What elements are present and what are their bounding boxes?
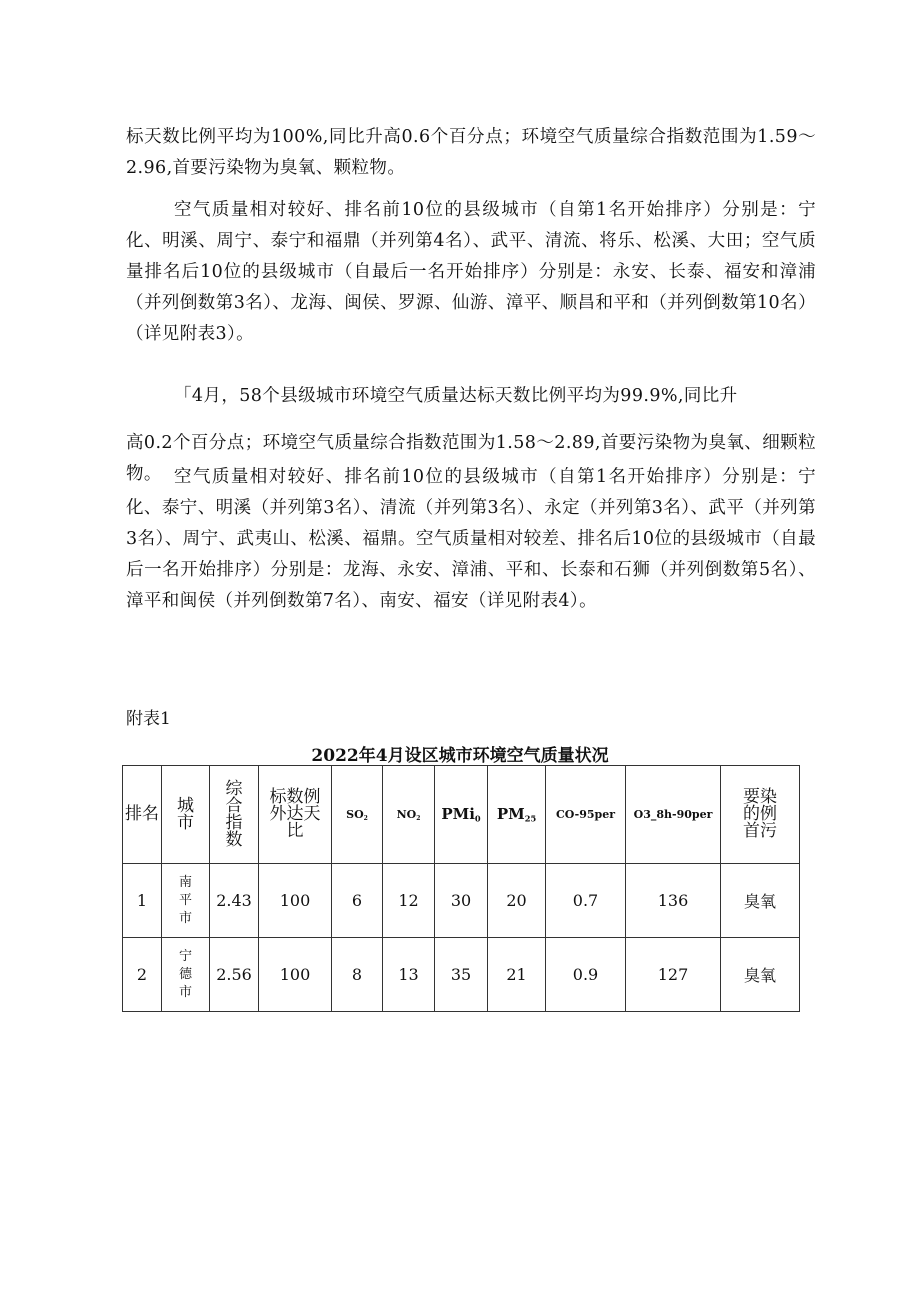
header-so2: $SO_2$ <box>332 766 383 864</box>
cell-pollutant: 臭氧 <box>721 938 800 1012</box>
cell-index: 2.43 <box>210 864 259 938</box>
header-o3: O3_8h-90per <box>626 766 721 864</box>
table-row <box>123 864 800 938</box>
cell-pollutant: 臭氧 <box>721 864 800 938</box>
cell-no2: 12 <box>383 864 435 938</box>
paragraph-2: 空气质量相对较好、排名前10位的县级城市（自第1名开始排序）分别是：宁化、明溪、周宁、泰宁和福鼎（并列第4名）、武平、清流、将乐、松溪、大田；空气质量排名后10位的县级城市（自最后一名开始排序）分别是：永安、长泰、福安和漳浦（并列倒数第3名）、龙海、闽侯、罗源、仙游、漳平、顺昌和平和（并列倒数第10名）（详见附表3）。 <box>126 200 816 344</box>
appendix-label: 附表1 <box>126 709 171 729</box>
cell-pm25: 20 <box>488 864 546 938</box>
header-co: CO-95per <box>546 766 626 864</box>
cell-o3: 136 <box>626 864 721 938</box>
header-index: 综合指数 <box>210 766 259 864</box>
header-city: 城市 <box>162 766 210 864</box>
cell-o3: 127 <box>626 938 721 1012</box>
cell-days: 100 <box>259 864 332 938</box>
cell-days: 100 <box>259 938 332 1012</box>
air-quality-table <box>122 765 800 1012</box>
paragraph-3-line-2: 高0.2个百分点；环境空气质量综合指数范围为1.58～2.89,首要污染物为臭氧、细颗粒物。 <box>126 433 816 484</box>
cell-rank: 2 <box>123 938 162 1012</box>
cell-pm10: 30 <box>435 864 488 938</box>
header-days: 标数例外达天比 <box>259 766 332 864</box>
header-rank: 排名 <box>123 766 162 864</box>
header-pm10: PMi$_0$ <box>435 766 488 864</box>
cell-co: 0.7 <box>546 864 626 938</box>
header-pollutant: 要染的例首污 <box>721 766 800 864</box>
paragraph-3-line-1: 「4月，58个县级城市环境空气质量达标天数比例平均为99.9%,同比升 <box>174 386 738 406</box>
cell-rank: 1 <box>123 864 162 938</box>
cell-index: 2.56 <box>210 938 259 1012</box>
cell-so2: 6 <box>332 864 383 938</box>
table-header-row <box>123 766 800 864</box>
cell-city: 宁德市 <box>162 938 210 1012</box>
cell-pm10: 35 <box>435 938 488 1012</box>
table-row <box>123 938 800 1012</box>
table-title: 2022年4月设区城市环境空气质量状况 <box>311 746 609 766</box>
paragraph-1: 标天数比例平均为100%,同比升高0.6个百分点；环境空气质量综合指数范围为1.59～2.96,首要污染物为臭氧、颗粒物。 <box>126 127 816 178</box>
cell-no2: 13 <box>383 938 435 1012</box>
cell-pm25: 21 <box>488 938 546 1012</box>
paragraph-4: 空气质量相对较好、排名前10位的县级城市（自第1名开始排序）分别是：宁化、泰宁、明溪（并列第3名）、清流（并列第3名）、永定（并列第3名）、武平（并列第3名）、周宁、武夷山、松溪、福鼎。空气质量相对较差、排名后10位的县级城市（自最后一名开始排序）分别是：龙海、永安、漳浦、平和、长泰和石狮（并列倒数第5名）、漳平和闽侯（并列倒数第7名）、南安、福安（详见附表4）。 <box>126 467 816 611</box>
cell-co: 0.9 <box>546 938 626 1012</box>
header-pm25: $PM_{25}$ <box>488 766 546 864</box>
cell-city: 南平市 <box>162 864 210 938</box>
header-no2: $NO_2$ <box>383 766 435 864</box>
cell-so2: 8 <box>332 938 383 1012</box>
